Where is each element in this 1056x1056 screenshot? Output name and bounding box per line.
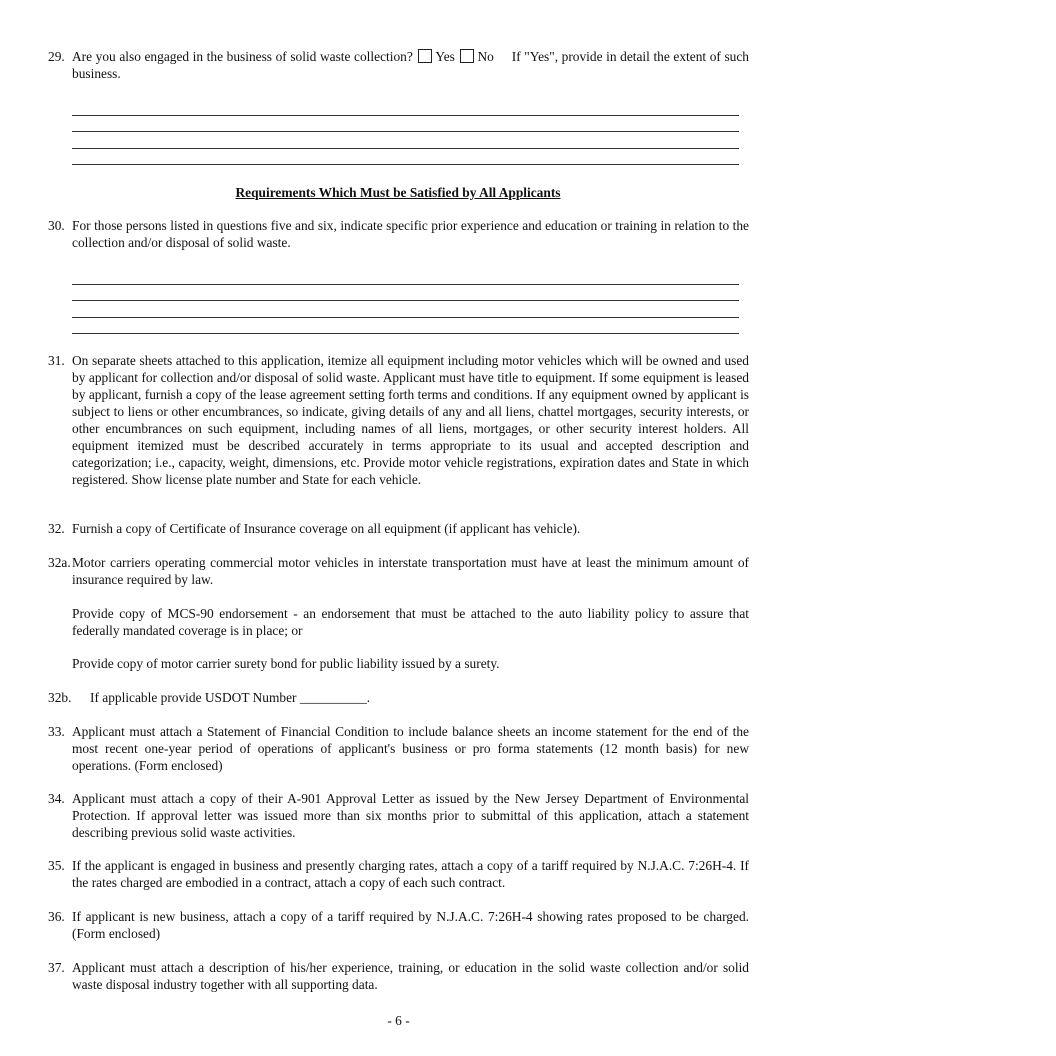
question-text: On separate sheets attached to this application, itemize all equipment including motor vehicles which will be owned and used by applicant for collection and/or disposal of solid waste. Applicant must have title to equipment. If some equipment is leased by applicant, furnish a copy of the lease agreement setting forth terms and conditions. If any equipment owned by applicant is subject to liens or other encumbrances, so indicate, giving details of any and all liens, chattel mortgages, security interests, or other encumbrances on such equipment, including names of all liens, mortgages, or other security interest holders. All equipment itemized must be described accurately in terms appropriate to its usual and accepted description and categorization; i.e., capacity, weight, dimensions, etc. Provide motor vehicle registrations, expiration dates and State in which registered. Show license plate number and State for each vehicle. <box>72 353 749 487</box>
question-text: Applicant must attach a Statement of Financial Condition to include balance sheets an income statement for the end of the most recent one-year period of operations of applicant's business or pro forma statements (12 month basis) for new operations. (Form enclosed) <box>72 724 749 773</box>
question-29-text: Are you also engaged in the business of solid waste collection? <box>72 49 413 64</box>
answer-line-30-2[interactable] <box>72 300 739 301</box>
question-number: 35. <box>48 858 65 873</box>
question-number: 37. <box>48 960 65 975</box>
question-number: 36. <box>48 909 65 924</box>
question-29 <box>48 48 749 82</box>
yes-label: Yes <box>435 49 455 64</box>
answer-line-29-1[interactable] <box>72 115 739 116</box>
answer-line-30-1[interactable] <box>72 284 739 285</box>
question-number: 31. <box>48 353 65 368</box>
question-text: Furnish a copy of Certificate of Insurance coverage on all equipment (if applicant has vehicle). <box>72 521 581 536</box>
question-32 <box>48 520 749 537</box>
question-32a-paragraph-1: Provide copy of MCS-90 endorsement - an endorsement that must be attached to the auto liability policy to assure that federally mandated coverage is in place; or <box>72 606 749 638</box>
answer-line-29-3[interactable] <box>72 148 739 149</box>
question-text: Applicant must attach a description of his/her experience, training, or education in the solid waste collection and/or solid waste disposal industry together with all supporting data. <box>72 960 749 992</box>
answer-line-29-4[interactable] <box>72 164 739 165</box>
question-37 <box>48 959 749 993</box>
question-33 <box>48 723 749 774</box>
question-30 <box>48 217 749 251</box>
question-31 <box>48 352 749 488</box>
question-number: 32b. <box>48 690 72 705</box>
question-32b <box>48 689 749 706</box>
question-number: 30. <box>48 218 65 233</box>
question-text: If the applicant is engaged in business and presently charging rates, attach a copy of a tariff required by N.J.A.C. 7:26H-4. If the rates charged are embodied in a contract, attach a copy of each such contract. <box>72 858 749 890</box>
page-number: - 6 - <box>387 1013 410 1028</box>
question-number: 29. <box>48 49 65 64</box>
answer-line-30-3[interactable] <box>72 317 739 318</box>
question-text <box>72 48 749 82</box>
question-32a <box>48 554 749 588</box>
question-36 <box>48 908 749 942</box>
question-text: If applicable provide USDOT Number __________. <box>90 690 371 705</box>
question-number: 32. <box>48 521 65 536</box>
answer-line-30-4[interactable] <box>72 333 739 334</box>
question-35 <box>48 857 749 891</box>
question-text: Motor carriers operating commercial motor vehicles in interstate transportation must have at least the minimum amount of insurance required by law. <box>72 555 749 587</box>
no-checkbox[interactable] <box>460 49 474 63</box>
yes-checkbox[interactable] <box>418 49 432 63</box>
question-29-followup: If "Yes", provide in detail the extent of such business. <box>72 49 749 81</box>
question-number: 34. <box>48 791 65 806</box>
answer-line-29-2[interactable] <box>72 131 739 132</box>
question-text: For those persons listed in questions five and six, indicate specific prior experience and education or training in relation to the collection and/or disposal of solid waste. <box>72 218 749 250</box>
question-number: 32a. <box>48 555 71 570</box>
no-label: No <box>477 49 494 64</box>
question-32a-paragraph-2: Provide copy of motor carrier surety bond for public liability issued by a surety. <box>72 656 500 671</box>
question-34 <box>48 790 749 841</box>
question-number: 33. <box>48 724 65 739</box>
question-text: Applicant must attach a copy of their A-901 Approval Letter as issued by the New Jersey Department of Environmental Protection. If approval letter was issued more than six months prior to submittal of this application, attach a statement describing previous solid waste activities. <box>72 791 749 840</box>
section-heading: Requirements Which Must be Satisfied by All Applicants <box>235 185 561 200</box>
question-text: If applicant is new business, attach a copy of a tariff required by N.J.A.C. 7:26H-4 showing rates proposed to be charged. (Form enclosed) <box>72 909 749 941</box>
